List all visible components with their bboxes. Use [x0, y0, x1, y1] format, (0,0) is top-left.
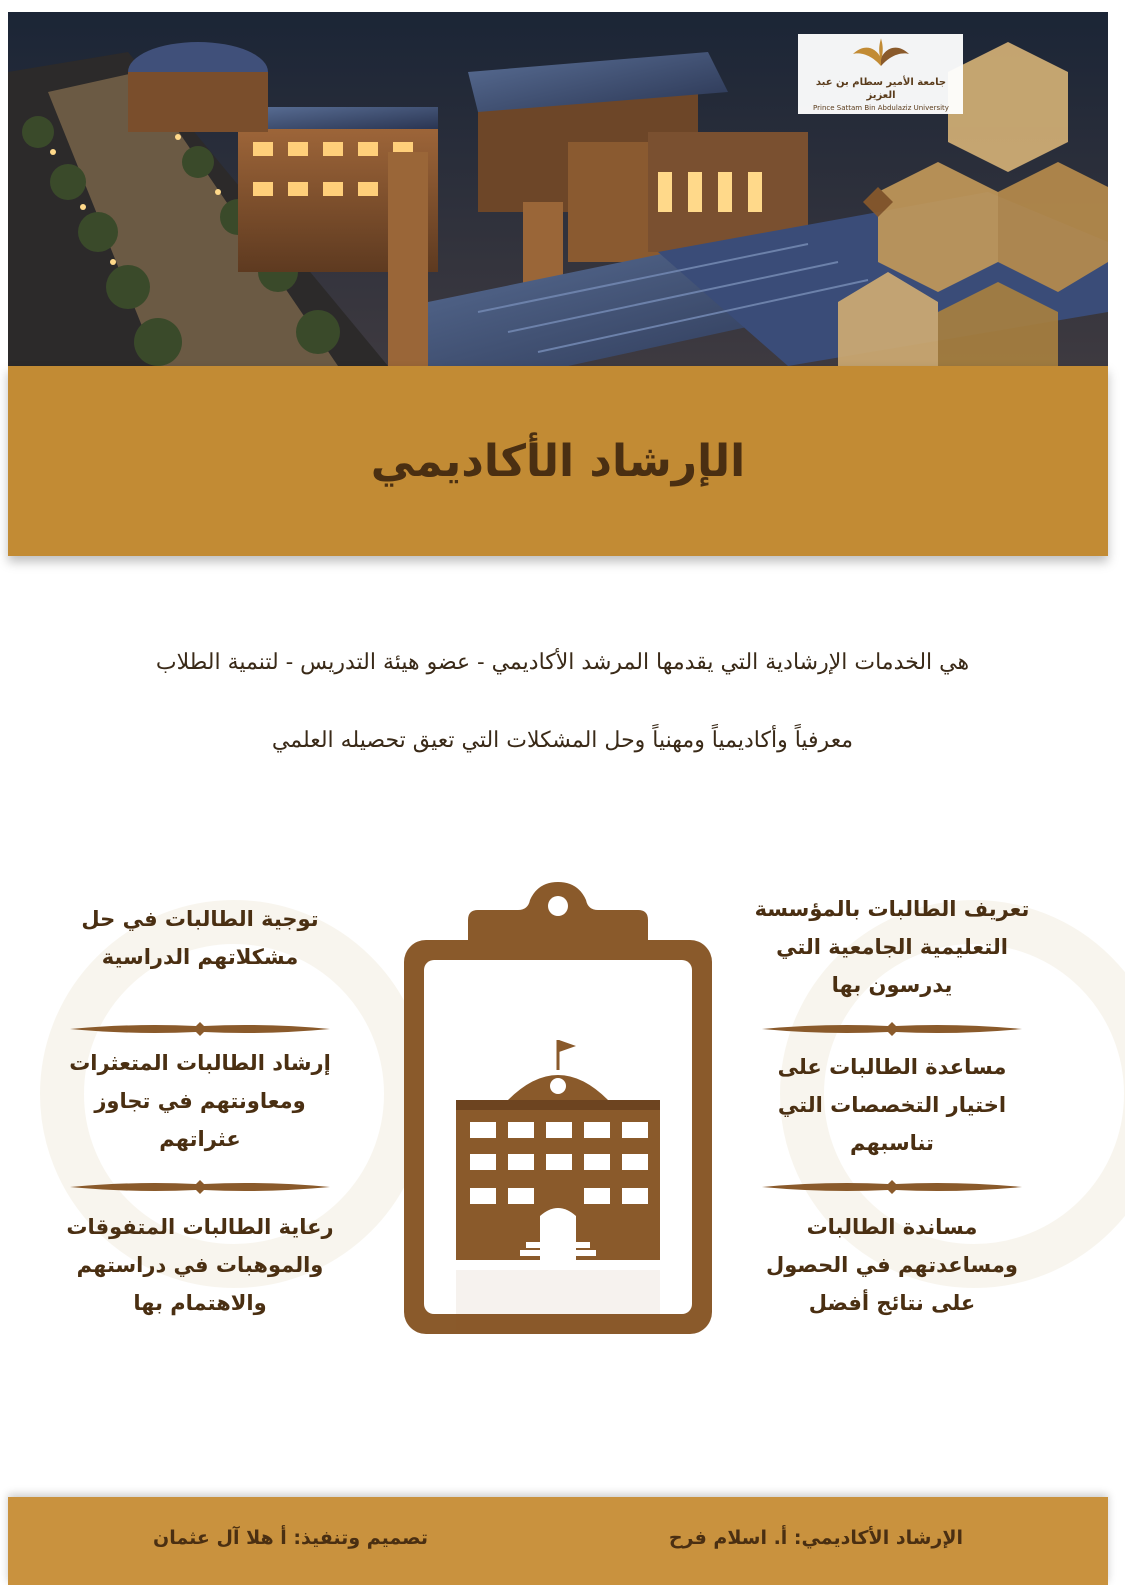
logo-name-english: Prince Sattam Bin Abdulaziz University [813, 104, 949, 112]
page-title: الإرشاد الأكاديمي [370, 435, 746, 487]
footer-advisor: الإرشاد الأكاديمي: أ. اسلام فرح [668, 1527, 963, 1549]
intro-line-2: معرفياً وأكاديمياً ومهنياً وحل المشكلات التي تعيق تحصيله العلمي [271, 728, 854, 753]
footer-design-credit: تصميم وتنفيذ: أ هلا آل عثمان [153, 1527, 428, 1549]
intro-line-1: هي الخدمات الإرشادية التي يقدمها المرشد الأكاديمي - عضو هيئة التدريس - لتنمية الطلاب [155, 650, 970, 675]
divider-right-1 [762, 1022, 1022, 1036]
divider-left-1 [70, 1022, 330, 1036]
footer-band [8, 1497, 1108, 1585]
logo-name-arabic: جامعة الأمير سطام بن عبد العزيز [815, 77, 947, 101]
title-band [8, 366, 1108, 556]
campus-hero-image [8, 12, 1108, 366]
divider-right-2 [762, 1180, 1022, 1194]
logo-emblem-icon [851, 36, 911, 72]
left-item-3: رعاية الطالبات المتفوقات والموهبات في دراستهم والاهتمام بها [66, 1215, 334, 1315]
left-item-2: إرشاد الطالبات المتعثرات ومعاونتهم في تجاوز عثراتهم [69, 1051, 331, 1151]
right-item-2: مساعدة الطالبات على اختيار التخصصات التي تناسبهم [777, 1055, 1007, 1155]
right-item-3: مساندة الطالبات ومساعدتهم في الحصول على نتائج أفضل [766, 1215, 1018, 1315]
right-item-1: تعريف الطالبات بالمؤسسة التعليمية الجامعية التي يدرسون بها [754, 897, 1030, 997]
left-item-1: توجية الطالبات في حل مشكلاتهم الدراسية [81, 907, 319, 969]
divider-left-2 [70, 1180, 330, 1194]
clipboard-school-icon [398, 880, 718, 1340]
university-logo [806, 36, 956, 114]
